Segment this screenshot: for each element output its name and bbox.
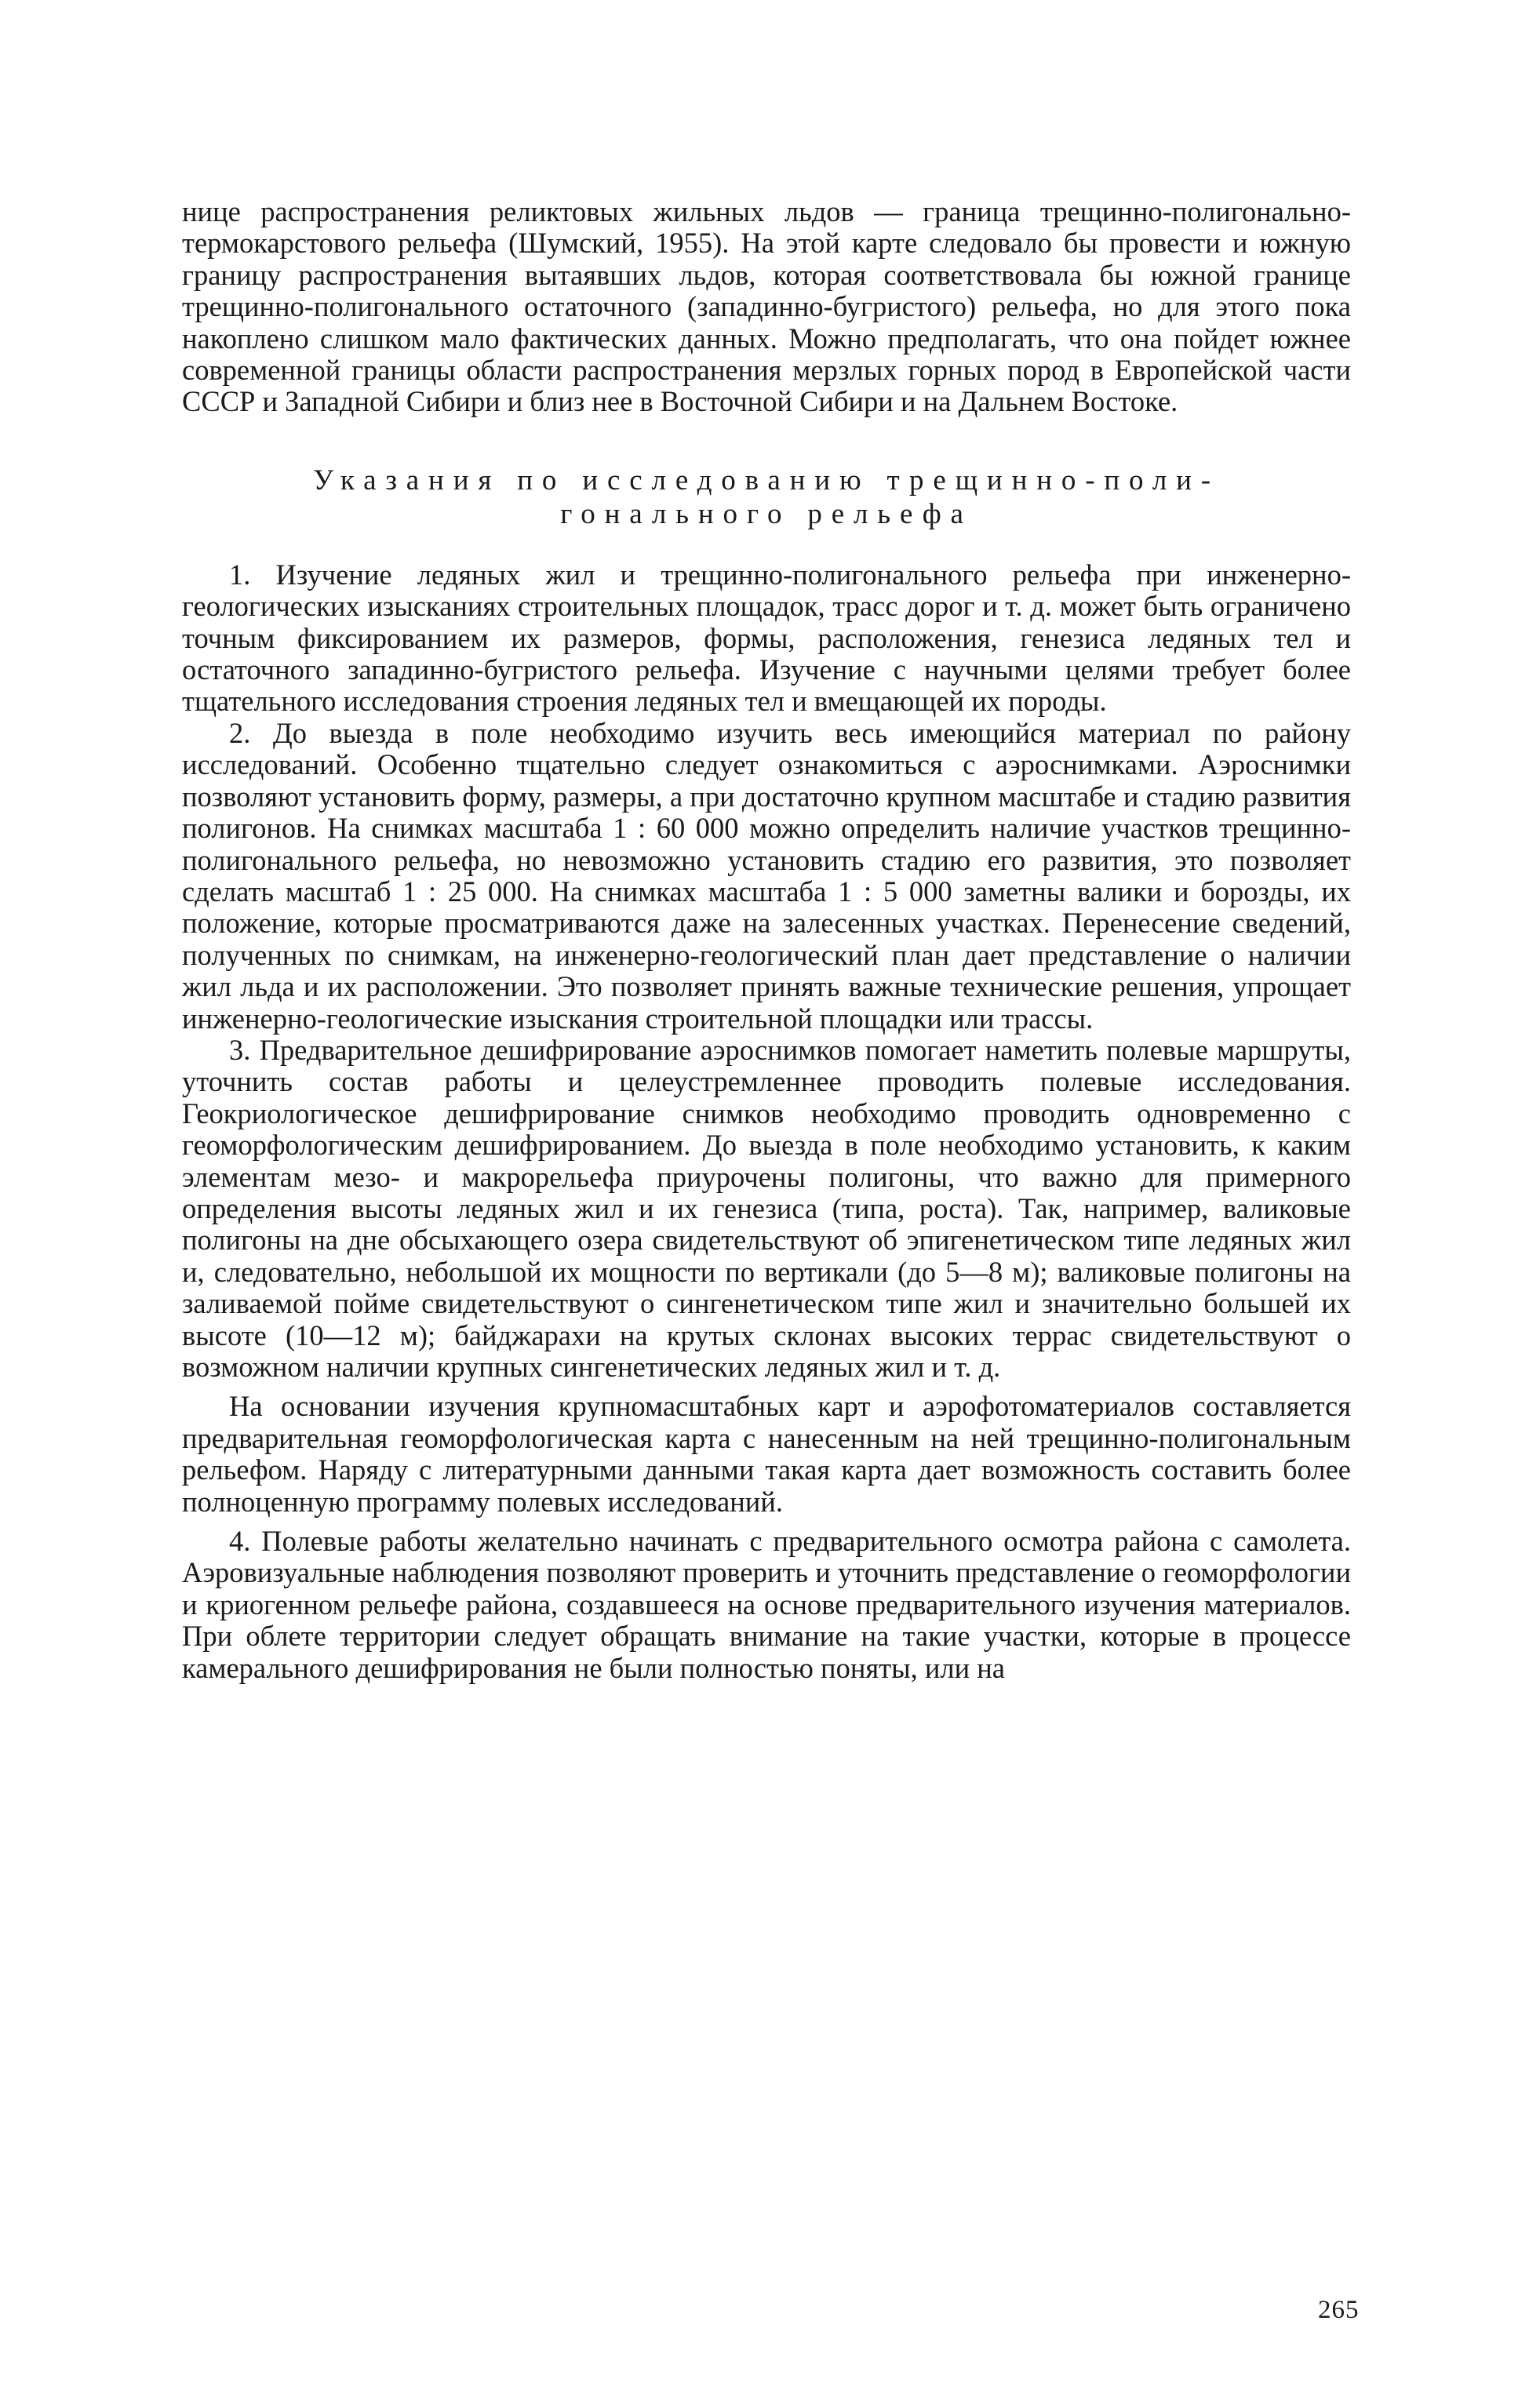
section-heading — [182, 464, 1351, 531]
continuation-paragraph: нице распространения реликтовых жильных льдов — граница трещинно-полигонально-термокарстового рельефа (Шумский, 1955). На этой карте следовало бы провести и южную границу распространения вытаявших льдов, которая соответствовала бы южной границе трещинно-полигонального остаточного (западинно-бугристого) рельефа, но для этого пока накоплено слишком мало фактических данных. Можно предполагать, что она пойдет южнее современной границы области распространения мерзлых горных пород в Европейской части СССР и Западной Сибири и близ нее в Восточной Сибири и на Дальнем Востоке. — [182, 195, 1351, 418]
paragraph-1: 1. Изучение ледяных жил и трещинно-полигонального рельефа при инженерно-геологических изысканиях строительных площадок, трасс дорог и т. д. может быть ограничено точным фиксированием их размеров, формы, расположения, генезиса ледяных тел и остаточного западинно-бугристого рельефа. Изучение с научными целями требует более тщательного исследования строения ледяных тел и вмещающей их породы. — [182, 558, 1351, 718]
paragraph-4: На основании изучения крупномасштабных карт и аэрофотоматериалов составляется предварительная геоморфологическая карта с нанесенным на ней трещинно-полигональным рельефом. Наряду с литературными данными такая карта дает возможность составить более полноценную программу полевых исследований. — [182, 1390, 1351, 1518]
section-heading-line-1: Указания по исследованию трещинно-поли- — [313, 464, 1220, 497]
paragraph-5: 4. Полевые работы желательно начинать с предварительного осмотра района с самолета. Аэровизуальные наблюдения позволяют проверить и уточнить представление о геоморфологии и криогенном рельефе района, создавшееся на основе предварительного изучения материалов. При облете территории следует обращать внимание на такие участки, которые в процессе камерального дешифрирования не были полностью поняты, или на — [182, 1525, 1351, 1684]
page-body — [182, 196, 1351, 1684]
paragraph-3: 3. Предварительное дешифрирование аэроснимков помогает наметить полевые маршруты, уточнить состав работы и целеустремленнее проводить полевые исследования. Геокриологическое дешифрирование снимков необходимо проводить одновременно с геоморфологическим дешифрированием. До выезда в поле необходимо установить, к каким элементам мезо- и макрорельефа приурочены полигоны, что важно для примерного определения высоты ледяных жил и их генезиса (типа, роста). Так, например, валиковые полигоны на дне обсыхающего озера свидетельствуют об эпигенетическом типе ледяных жил и, следовательно, небольшой их мощности по вертикали (до 5—8 м); валиковые полигоны на заливаемой пойме свидетельствуют о сингенетическом типе жил и значительно большей их высоте (10—12 м); байджарахи на крутых склонах высоких террас свидетельствуют о возможном наличии крупных сингенетических ледяных жил и т. д. — [182, 1033, 1351, 1383]
section-heading-line-2: гонального рельефа — [560, 497, 973, 530]
page-number: 265 — [1318, 2296, 1360, 2324]
paragraph-2: 2. До выезда в поле необходимо изучить весь имеющийся материал по району исследований. Особенно тщательно следует ознакомиться с аэроснимками. Аэроснимки позволяют установить форму, размеры, а при достаточно крупном масштабе и стадию развития полигонов. На снимках масштаба 1 : 60 000 можно определить наличие участков трещинно-полигонального рельефа, но невозможно установить стадию его развития, это позволяет сделать масштаб 1 : 25 000. На снимках масштаба 1 : 5 000 заметны валики и борозды, их положение, которые просматриваются даже на залесенных участках. Перенесение сведений, полученных по снимкам, на инженерно-геологический план дает представление о наличии жил льда и их расположении. Это позволяет принять важные технические решения, упрощает инженерно-геологические изыскания строительной площадки или трассы. — [182, 716, 1351, 1035]
